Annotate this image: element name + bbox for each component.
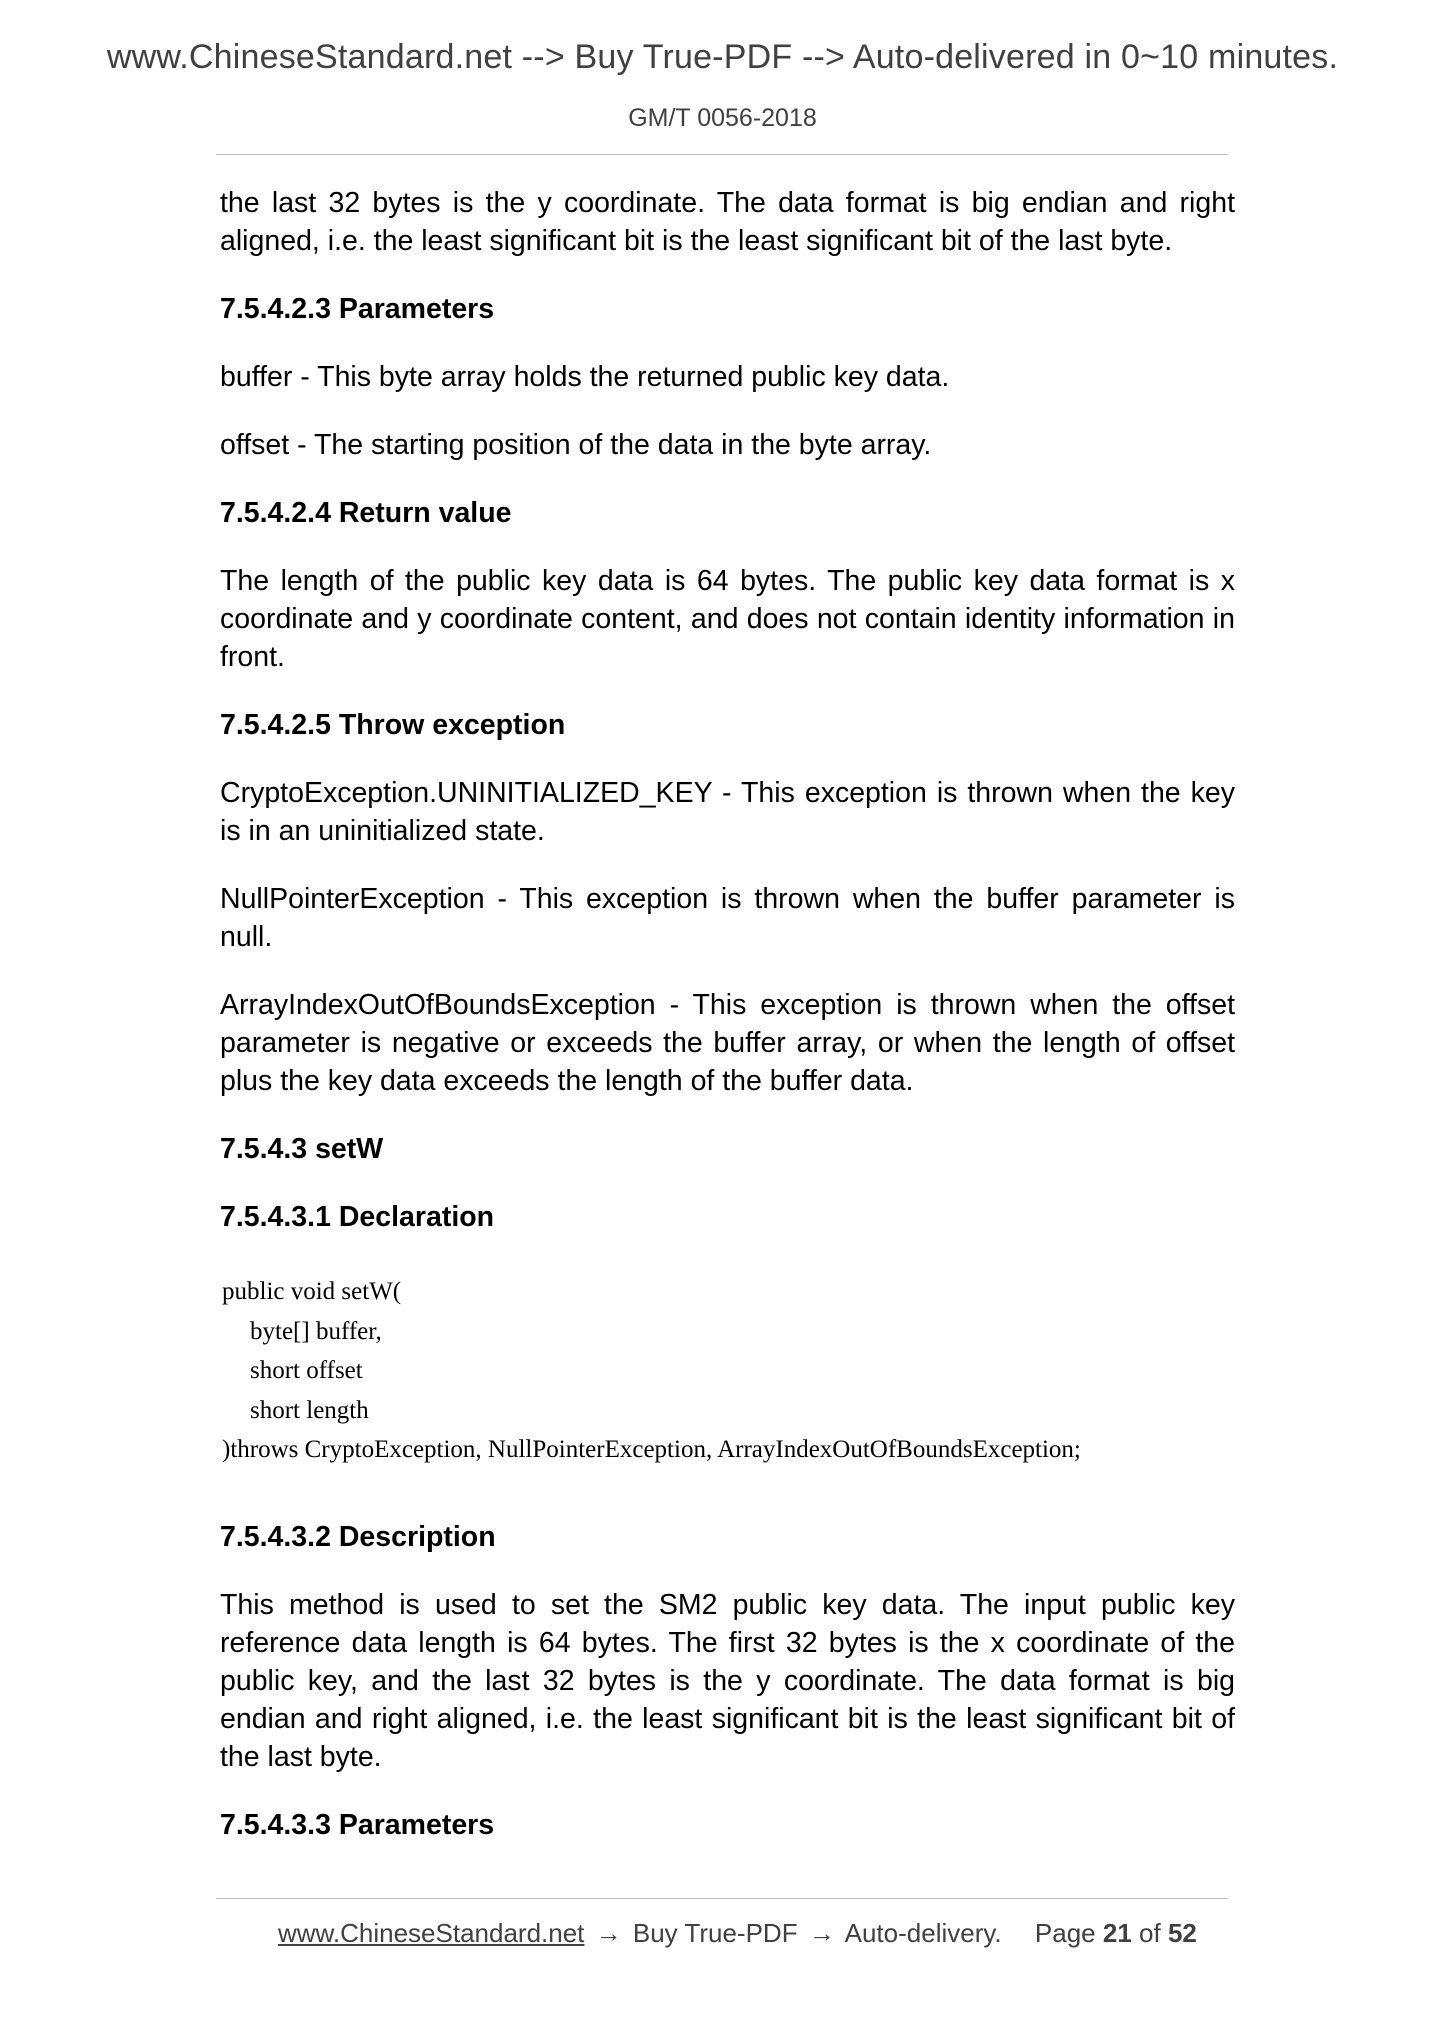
heading-return-value: 7.5.4.2.4 Return value [220, 497, 512, 529]
paragraph-coordinate-format: the last 32 bytes is the y coordinate. The data format is big endian and right aligned, i.e. the least significant bit is the least significant bit of the last byte. [220, 187, 1235, 257]
heading-parameters: 7.5.4.2.3 Parameters [220, 293, 495, 325]
code-line: short length [250, 1396, 369, 1424]
heading-parameters-setw: 7.5.4.3.3 Parameters [220, 1808, 495, 1841]
code-line: byte[] buffer, [250, 1317, 382, 1345]
heading-setw: 7.5.4.3 setW [220, 1133, 384, 1165]
document-body [220, 184, 1235, 1874]
paragraph-description: This method is used to set the SM2 public key data. The input public key reference data length is 64 bytes. The first 32 bytes is the x coordinate of the public key, and the last 32 bytes is the y coordinate. The data format is big endian and right aligned, i.e. the least significant bit is the least significant bit of the last byte. [220, 1588, 1235, 1773]
code-line: )throws CryptoException, NullPointerException, ArrayIndexOutOfBoundsException; [222, 1436, 1081, 1463]
footer-of-label: of [1139, 1918, 1161, 1948]
heading-declaration: 7.5.4.3.1 Declaration [220, 1201, 495, 1233]
page-footer [278, 1918, 1197, 1949]
footer-buy-text: Buy True-PDF [632, 1918, 798, 1948]
code-line: short offset [250, 1357, 363, 1384]
paragraph-return-value: The length of the public key data is 64 bytes. The public key data format is x coordinate and y coordinate content, and does not contain identity information in front. [220, 565, 1235, 673]
code-declaration [222, 1272, 1235, 1470]
footer-page-number: 21 [1102, 1918, 1132, 1948]
footer-page-label: Page [1034, 1918, 1096, 1948]
standard-code: GM/T 0056-2018 [628, 104, 817, 132]
footer-total-pages: 52 [1167, 1918, 1197, 1948]
paragraph-null-pointer-exception: NullPointerException - This exception is thrown when the buffer parameter is null. [220, 883, 1235, 953]
paragraph-buffer-param: buffer - This byte array holds the returned public key data. [220, 361, 950, 393]
footer-auto-text: Auto-delivery. [844, 1918, 1002, 1948]
code-line: public void setW( [222, 1278, 402, 1305]
site-banner: www.ChineseStandard.net --> Buy True-PDF --> Auto-delivered in 0~10 minutes. [106, 38, 1339, 76]
arrow-right-icon: → [595, 1918, 622, 1948]
footer-site-link[interactable]: www.ChineseStandard.net [278, 1918, 585, 1948]
heading-description: 7.5.4.3.2 Description [220, 1520, 496, 1553]
header-divider [216, 154, 1228, 155]
paragraph-offset-param: offset - The starting position of the data in the byte array. [220, 429, 932, 461]
footer-divider [216, 1898, 1228, 1899]
paragraph-crypto-exception: CryptoException.UNINITIALIZED_KEY - This exception is thrown when the key is in an uninitialized state. [220, 777, 1235, 847]
heading-throw-exception: 7.5.4.2.5 Throw exception [220, 709, 566, 741]
arrow-right-icon: → [808, 1918, 835, 1948]
paragraph-array-index-exception: ArrayIndexOutOfBoundsException - This exception is thrown when the offset parameter is negative or exceeds the buffer array, or when the length of offset plus the key data exceeds the length of the buffer data. [220, 989, 1235, 1097]
